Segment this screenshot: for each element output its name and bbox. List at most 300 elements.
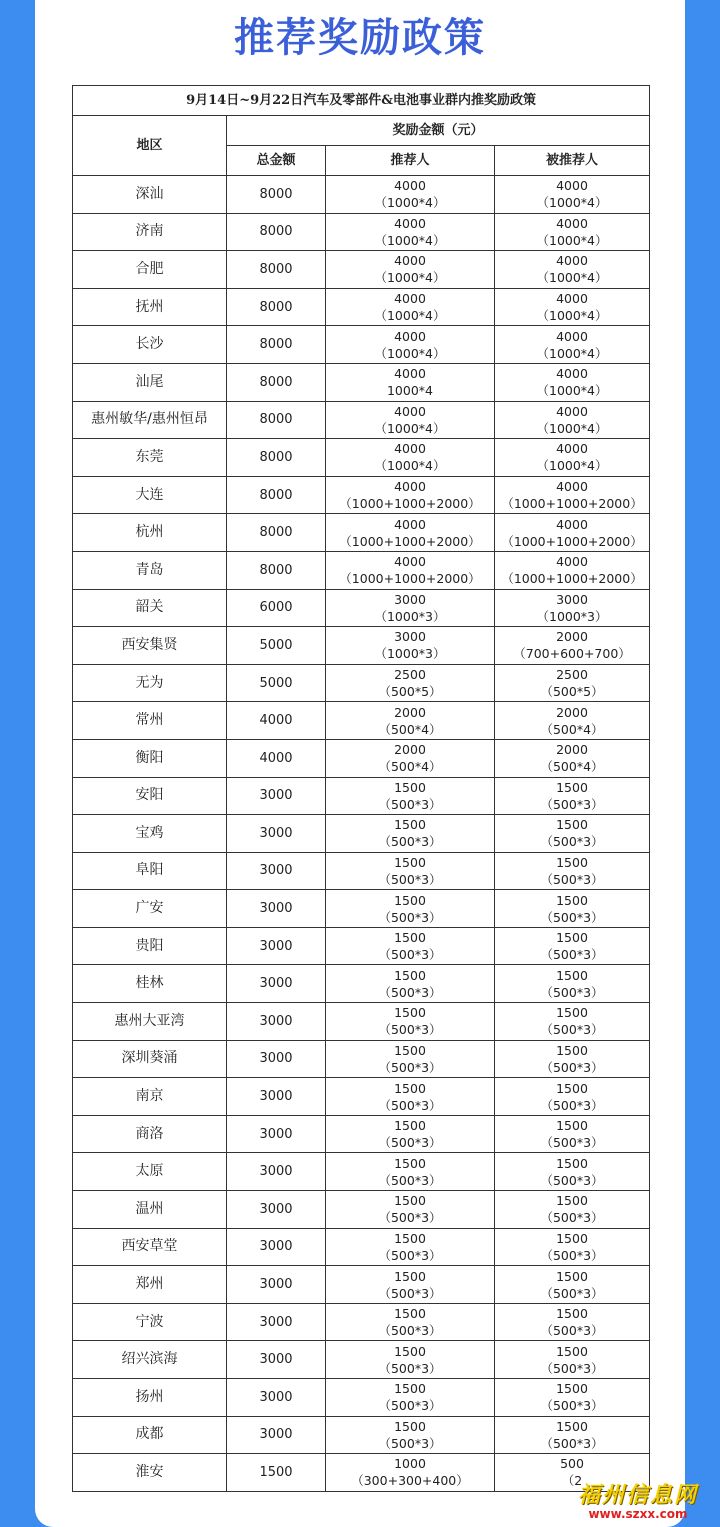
referee-cell bbox=[495, 890, 650, 928]
referrer-cell bbox=[326, 326, 495, 364]
table-row bbox=[73, 1040, 650, 1078]
referrer-cell bbox=[326, 965, 495, 1003]
table-row bbox=[73, 777, 650, 815]
referrer-cell-line: 4000 bbox=[394, 366, 426, 382]
table-row bbox=[73, 702, 650, 740]
referrer-cell bbox=[326, 1266, 495, 1304]
total-cell-line: 5000 bbox=[259, 637, 293, 653]
referee-cell-line: 1500 bbox=[556, 1005, 588, 1021]
referee-cell-line: 4000 bbox=[556, 291, 588, 307]
table-row bbox=[73, 1454, 650, 1492]
region-cell bbox=[73, 439, 227, 477]
referee-cell-line: 1500 bbox=[556, 1343, 588, 1359]
region-cell bbox=[73, 401, 227, 439]
referrer-cell-line: 4000 bbox=[394, 403, 426, 419]
total-cell-line: 8000 bbox=[259, 412, 293, 428]
referrer-cell bbox=[326, 1416, 495, 1454]
table-row bbox=[73, 176, 650, 214]
total-cell-line: 3000 bbox=[259, 1352, 293, 1368]
total-cell bbox=[227, 401, 326, 439]
total-cell bbox=[227, 1078, 326, 1116]
referee-cell-line: （500*3） bbox=[540, 1435, 604, 1451]
referee-cell-line: （500*3） bbox=[540, 871, 604, 887]
referee-cell-line: （700+600+700） bbox=[513, 646, 631, 662]
table-row bbox=[73, 1379, 650, 1417]
referee-cell-line: 2500 bbox=[556, 667, 588, 683]
total-cell bbox=[227, 251, 326, 289]
total-cell-line: 3000 bbox=[259, 901, 293, 917]
total-cell bbox=[227, 1379, 326, 1417]
table-row bbox=[73, 514, 650, 552]
referrer-cell-line: （1000*4） bbox=[374, 195, 446, 211]
total-cell-line: 4000 bbox=[259, 713, 293, 729]
total-cell bbox=[227, 1454, 326, 1492]
region-cell bbox=[73, 589, 227, 627]
region-cell-line: 淮安 bbox=[135, 1463, 164, 1480]
total-cell-line: 3000 bbox=[259, 788, 293, 804]
region-cell bbox=[73, 1379, 227, 1417]
region-cell-line: 成都 bbox=[135, 1426, 164, 1443]
referrer-cell-line: （500*3） bbox=[378, 1285, 442, 1301]
referrer-cell-line: （500*3） bbox=[378, 1360, 442, 1376]
table-row bbox=[73, 401, 650, 439]
region-cell-line: 大连 bbox=[135, 486, 164, 503]
referee-cell-line: （500*3） bbox=[540, 1398, 604, 1414]
region-cell bbox=[73, 288, 227, 326]
referee-cell-line: 1500 bbox=[556, 1418, 588, 1434]
total-cell-line: 8000 bbox=[259, 299, 293, 315]
total-cell bbox=[227, 551, 326, 589]
referee-cell bbox=[495, 251, 650, 289]
referee-cell bbox=[495, 551, 650, 589]
region-cell bbox=[73, 1341, 227, 1379]
referee-cell-line: 4000 bbox=[556, 253, 588, 269]
table-row bbox=[73, 1078, 650, 1116]
region-cell bbox=[73, 251, 227, 289]
total-cell bbox=[227, 1153, 326, 1191]
referrer-cell-line: 1500 bbox=[394, 1042, 426, 1058]
referee-cell-line: （1000*4） bbox=[536, 270, 608, 286]
total-cell-line: 8000 bbox=[259, 337, 293, 353]
region-cell-line: 扬州 bbox=[135, 1388, 164, 1405]
header-referrer: 推荐人 bbox=[326, 146, 495, 176]
referrer-cell-line: （500*3） bbox=[378, 1210, 442, 1226]
total-cell bbox=[227, 514, 326, 552]
region-cell-line: 桂林 bbox=[135, 975, 164, 992]
referee-cell-line: （500*3） bbox=[540, 1210, 604, 1226]
referrer-cell-line: 1500 bbox=[394, 1268, 426, 1284]
referrer-cell bbox=[326, 1379, 495, 1417]
referee-cell-line: 4000 bbox=[556, 328, 588, 344]
region-cell-line: 太原 bbox=[135, 1163, 164, 1180]
referee-cell bbox=[495, 1003, 650, 1041]
referee-cell-line: （1000*4） bbox=[536, 420, 608, 436]
referrer-cell-line: 1500 bbox=[394, 1080, 426, 1096]
total-cell bbox=[227, 176, 326, 214]
total-cell bbox=[227, 1003, 326, 1041]
referee-cell-line: （1000+1000+2000） bbox=[501, 571, 643, 587]
referrer-cell-line: 1500 bbox=[394, 892, 426, 908]
referee-cell bbox=[495, 363, 650, 401]
region-cell-line: 南京 bbox=[135, 1088, 164, 1105]
referrer-cell bbox=[326, 702, 495, 740]
watermark-text: 福州信息网 bbox=[577, 1483, 698, 1508]
region-cell-line: 温州 bbox=[135, 1200, 164, 1217]
region-cell-line: 深圳葵涌 bbox=[121, 1050, 178, 1067]
total-cell-line: 3000 bbox=[259, 1051, 293, 1067]
referee-cell-line: （1000*4） bbox=[536, 308, 608, 324]
region-cell-line: 合肥 bbox=[135, 260, 164, 277]
table-row bbox=[73, 551, 650, 589]
referee-cell-line: 500 bbox=[560, 1456, 584, 1472]
referee-cell-line: 1500 bbox=[556, 892, 588, 908]
region-cell bbox=[73, 514, 227, 552]
referee-cell bbox=[495, 965, 650, 1003]
region-cell bbox=[73, 927, 227, 965]
referee-cell-line: （500*3） bbox=[540, 1323, 604, 1339]
total-cell bbox=[227, 965, 326, 1003]
referrer-cell bbox=[326, 213, 495, 251]
referrer-cell-line: 4000 bbox=[394, 554, 426, 570]
referee-cell bbox=[495, 1115, 650, 1153]
referrer-cell bbox=[326, 777, 495, 815]
region-cell bbox=[73, 1078, 227, 1116]
total-cell bbox=[227, 326, 326, 364]
referrer-cell bbox=[326, 1228, 495, 1266]
referee-cell-line: （1000*4） bbox=[536, 195, 608, 211]
total-cell-line: 8000 bbox=[259, 487, 293, 503]
referee-cell bbox=[495, 627, 650, 665]
referrer-cell-line: 1000*4 bbox=[386, 383, 433, 399]
referee-cell-line: （500*3） bbox=[540, 1285, 604, 1301]
region-cell-line: 汕尾 bbox=[135, 373, 164, 390]
referee-cell-line: 4000 bbox=[556, 441, 588, 457]
total-cell-line: 5000 bbox=[259, 675, 293, 691]
page-title: 推荐奖励政策 bbox=[234, 15, 486, 61]
referee-cell bbox=[495, 1191, 650, 1229]
referrer-cell bbox=[326, 176, 495, 214]
region-cell bbox=[73, 476, 227, 514]
table-row bbox=[73, 664, 650, 702]
referrer-cell-line: （500*3） bbox=[378, 1022, 442, 1038]
referee-cell-line: （500*3） bbox=[540, 984, 604, 1000]
referrer-cell-line: 4000 bbox=[394, 215, 426, 231]
referrer-cell bbox=[326, 1040, 495, 1078]
referrer-cell-line: （1000*4） bbox=[374, 420, 446, 436]
total-cell bbox=[227, 627, 326, 665]
referrer-cell bbox=[326, 664, 495, 702]
referee-cell bbox=[495, 1303, 650, 1341]
referrer-cell bbox=[326, 1341, 495, 1379]
region-cell bbox=[73, 176, 227, 214]
total-cell-line: 8000 bbox=[259, 449, 293, 465]
table-row bbox=[73, 288, 650, 326]
total-cell-line: 8000 bbox=[259, 224, 293, 240]
region-cell bbox=[73, 1040, 227, 1078]
total-cell-line: 6000 bbox=[259, 600, 293, 616]
referee-cell-line: （2 bbox=[561, 1473, 583, 1489]
total-cell-line: 3000 bbox=[259, 1164, 293, 1180]
referee-cell-line: （500*3） bbox=[540, 1097, 604, 1113]
total-cell bbox=[227, 439, 326, 477]
region-cell bbox=[73, 1115, 227, 1153]
referrer-cell-line: 1500 bbox=[394, 1343, 426, 1359]
referee-cell bbox=[495, 589, 650, 627]
region-cell bbox=[73, 1228, 227, 1266]
referrer-cell-line: （1000*3） bbox=[374, 646, 446, 662]
referee-cell bbox=[495, 777, 650, 815]
referrer-cell-line: 1500 bbox=[394, 1418, 426, 1434]
referrer-cell bbox=[326, 890, 495, 928]
region-cell bbox=[73, 363, 227, 401]
referrer-cell bbox=[326, 1078, 495, 1116]
referee-cell-line: （1000*4） bbox=[536, 458, 608, 474]
referrer-cell bbox=[326, 476, 495, 514]
referrer-cell bbox=[326, 439, 495, 477]
referee-cell-line: 4000 bbox=[556, 215, 588, 231]
total-cell bbox=[227, 1416, 326, 1454]
referrer-cell-line: 2000 bbox=[394, 704, 426, 720]
region-cell-line: 郑州 bbox=[135, 1276, 164, 1293]
region-cell bbox=[73, 1003, 227, 1041]
referrer-cell-line: （500*3） bbox=[378, 1059, 442, 1075]
referee-cell-line: 1500 bbox=[556, 779, 588, 795]
referrer-cell-line: 1500 bbox=[394, 1381, 426, 1397]
referrer-cell-line: （500*3） bbox=[378, 1435, 442, 1451]
referrer-cell-line: 4000 bbox=[394, 328, 426, 344]
referee-cell bbox=[495, 1078, 650, 1116]
total-cell-line: 3000 bbox=[259, 1389, 293, 1405]
table-row bbox=[73, 815, 650, 853]
table-row bbox=[73, 1341, 650, 1379]
referee-cell-line: 4000 bbox=[556, 554, 588, 570]
total-cell-line: 3000 bbox=[259, 1201, 293, 1217]
total-cell bbox=[227, 363, 326, 401]
region-cell-line: 惠州敏华/惠州恒昂 bbox=[91, 411, 208, 428]
table-row bbox=[73, 1153, 650, 1191]
region-cell bbox=[73, 213, 227, 251]
total-cell bbox=[227, 777, 326, 815]
referrer-cell-line: （500*3） bbox=[378, 1323, 442, 1339]
referee-cell bbox=[495, 476, 650, 514]
referee-cell-line: （500*3） bbox=[540, 1360, 604, 1376]
total-cell-line: 8000 bbox=[259, 261, 293, 277]
referee-cell bbox=[495, 702, 650, 740]
referee-cell bbox=[495, 213, 650, 251]
referee-cell bbox=[495, 176, 650, 214]
region-cell-line: 杭州 bbox=[135, 524, 164, 541]
region-cell-line: 宁波 bbox=[135, 1313, 164, 1330]
table-row bbox=[73, 1003, 650, 1041]
total-cell bbox=[227, 664, 326, 702]
region-cell-line: 宝鸡 bbox=[135, 824, 164, 841]
referee-cell-line: 1500 bbox=[556, 967, 588, 983]
referrer-cell-line: 1500 bbox=[394, 1005, 426, 1021]
region-cell bbox=[73, 1416, 227, 1454]
referee-cell-line: （500*4） bbox=[540, 721, 604, 737]
referee-cell-line: （1000*4） bbox=[536, 383, 608, 399]
referrer-cell-line: （500*3） bbox=[378, 984, 442, 1000]
total-cell bbox=[227, 852, 326, 890]
total-cell bbox=[227, 702, 326, 740]
referrer-cell-line: 4000 bbox=[394, 291, 426, 307]
header-region: 地区 bbox=[73, 116, 227, 176]
referrer-cell bbox=[326, 739, 495, 777]
total-cell-line: 3000 bbox=[259, 1013, 293, 1029]
referrer-cell-line: （1000*4） bbox=[374, 308, 446, 324]
table-row bbox=[73, 1115, 650, 1153]
region-cell-line: 深汕 bbox=[135, 185, 164, 202]
referrer-cell bbox=[326, 363, 495, 401]
referee-cell-line: 1500 bbox=[556, 1268, 588, 1284]
region-cell-line: 无为 bbox=[135, 674, 164, 691]
referrer-cell-line: （1000*3） bbox=[374, 608, 446, 624]
referrer-cell-line: （500*3） bbox=[378, 871, 442, 887]
referee-cell-line: 3000 bbox=[556, 591, 588, 607]
total-cell bbox=[227, 739, 326, 777]
referrer-cell-line: 1500 bbox=[394, 1306, 426, 1322]
referee-cell-line: 1500 bbox=[556, 1193, 588, 1209]
referee-cell-line: （1000*4） bbox=[536, 232, 608, 248]
referee-cell bbox=[495, 1153, 650, 1191]
region-cell-line: 常州 bbox=[135, 712, 164, 729]
region-cell bbox=[73, 326, 227, 364]
referee-cell-line: 4000 bbox=[556, 479, 588, 495]
total-cell-line: 3000 bbox=[259, 1277, 293, 1293]
table-row bbox=[73, 363, 650, 401]
referee-cell-line: 4000 bbox=[556, 366, 588, 382]
total-cell-line: 3000 bbox=[259, 1239, 293, 1255]
table-row bbox=[73, 589, 650, 627]
referee-cell bbox=[495, 401, 650, 439]
total-cell-line: 3000 bbox=[259, 1089, 293, 1105]
referrer-cell-line: （1000+1000+2000） bbox=[339, 533, 481, 549]
referrer-cell-line: 4000 bbox=[394, 178, 426, 194]
referrer-cell bbox=[326, 551, 495, 589]
table-row bbox=[73, 927, 650, 965]
total-cell bbox=[227, 815, 326, 853]
region-cell bbox=[73, 777, 227, 815]
total-cell bbox=[227, 213, 326, 251]
referrer-cell bbox=[326, 1454, 495, 1492]
referee-cell-line: 1500 bbox=[556, 1381, 588, 1397]
referrer-cell bbox=[326, 1303, 495, 1341]
region-cell bbox=[73, 1153, 227, 1191]
region-cell bbox=[73, 890, 227, 928]
referee-cell-line: （500*4） bbox=[540, 759, 604, 775]
referrer-cell-line: （500*3） bbox=[378, 1247, 442, 1263]
referee-cell-line: （1000+1000+2000） bbox=[501, 533, 643, 549]
referee-cell-line: 1500 bbox=[556, 1042, 588, 1058]
referrer-cell bbox=[326, 1191, 495, 1229]
referrer-cell bbox=[326, 1003, 495, 1041]
referrer-cell-line: （500*3） bbox=[378, 1172, 442, 1188]
referee-cell bbox=[495, 927, 650, 965]
total-cell bbox=[227, 476, 326, 514]
referrer-cell-line: 1500 bbox=[394, 1193, 426, 1209]
region-cell-line: 衡阳 bbox=[135, 749, 164, 766]
referrer-cell bbox=[326, 401, 495, 439]
referee-cell-line: 4000 bbox=[556, 516, 588, 532]
total-cell bbox=[227, 1115, 326, 1153]
region-cell-line: 广安 bbox=[135, 900, 164, 917]
table-row bbox=[73, 251, 650, 289]
total-cell bbox=[227, 589, 326, 627]
watermark bbox=[578, 1478, 698, 1521]
region-cell-line: 贵阳 bbox=[135, 937, 164, 954]
region-cell bbox=[73, 1303, 227, 1341]
referrer-cell-line: （500*3） bbox=[378, 1135, 442, 1151]
referee-cell bbox=[495, 739, 650, 777]
referee-cell-line: （500*3） bbox=[540, 834, 604, 850]
table-row bbox=[73, 627, 650, 665]
referrer-cell-line: 4000 bbox=[394, 516, 426, 532]
referrer-cell bbox=[326, 251, 495, 289]
region-cell bbox=[73, 1266, 227, 1304]
referee-cell bbox=[495, 1266, 650, 1304]
referee-cell-line: （1000*4） bbox=[536, 345, 608, 361]
region-cell-line: 东莞 bbox=[135, 448, 164, 465]
total-cell-line: 8000 bbox=[259, 186, 293, 202]
total-cell-line: 3000 bbox=[259, 1427, 293, 1443]
region-cell-line: 西安草堂 bbox=[121, 1238, 178, 1255]
referee-cell bbox=[495, 514, 650, 552]
referrer-cell-line: （1000*4） bbox=[374, 458, 446, 474]
region-cell bbox=[73, 965, 227, 1003]
referee-cell-line: （1000+1000+2000） bbox=[501, 496, 643, 512]
referrer-cell bbox=[326, 514, 495, 552]
referrer-cell-line: （500*3） bbox=[378, 909, 442, 925]
referrer-cell-line: 2000 bbox=[394, 742, 426, 758]
region-cell bbox=[73, 702, 227, 740]
region-cell-line: 抚州 bbox=[135, 298, 164, 315]
referee-cell bbox=[495, 326, 650, 364]
region-cell-line: 绍兴滨海 bbox=[121, 1351, 178, 1368]
referee-cell-line: 1500 bbox=[556, 1080, 588, 1096]
table-row bbox=[73, 1266, 650, 1304]
referee-cell-line: （500*3） bbox=[540, 1135, 604, 1151]
referee-cell-line: 1500 bbox=[556, 1155, 588, 1171]
referrer-cell-line: 3000 bbox=[394, 629, 426, 645]
total-cell-line: 8000 bbox=[259, 525, 293, 541]
referee-cell-line: 1500 bbox=[556, 1306, 588, 1322]
region-cell-line: 西安集贤 bbox=[121, 636, 178, 653]
table-row bbox=[73, 326, 650, 364]
total-cell bbox=[227, 1341, 326, 1379]
region-cell-line: 阜阳 bbox=[135, 862, 164, 879]
referrer-cell-line: 1500 bbox=[394, 930, 426, 946]
referrer-cell-line: 2500 bbox=[394, 667, 426, 683]
referee-cell bbox=[495, 664, 650, 702]
referrer-cell-line: （1000+1000+2000） bbox=[339, 571, 481, 587]
referrer-cell bbox=[326, 1153, 495, 1191]
total-cell bbox=[227, 890, 326, 928]
referrer-cell-line: （300+300+400） bbox=[351, 1473, 469, 1489]
referee-cell-line: （500*3） bbox=[540, 796, 604, 812]
table-row bbox=[73, 890, 650, 928]
referee-cell-line: （500*5） bbox=[540, 684, 604, 700]
total-cell-line: 8000 bbox=[259, 374, 293, 390]
region-cell bbox=[73, 852, 227, 890]
referee-cell-line: 2000 bbox=[556, 742, 588, 758]
table-row bbox=[73, 1416, 650, 1454]
total-cell-line: 3000 bbox=[259, 825, 293, 841]
referee-cell bbox=[495, 288, 650, 326]
referrer-cell-line: （500*4） bbox=[378, 721, 442, 737]
referrer-cell-line: （500*5） bbox=[378, 684, 442, 700]
referee-cell-line: （500*3） bbox=[540, 1247, 604, 1263]
referrer-cell-line: （500*3） bbox=[378, 1097, 442, 1113]
